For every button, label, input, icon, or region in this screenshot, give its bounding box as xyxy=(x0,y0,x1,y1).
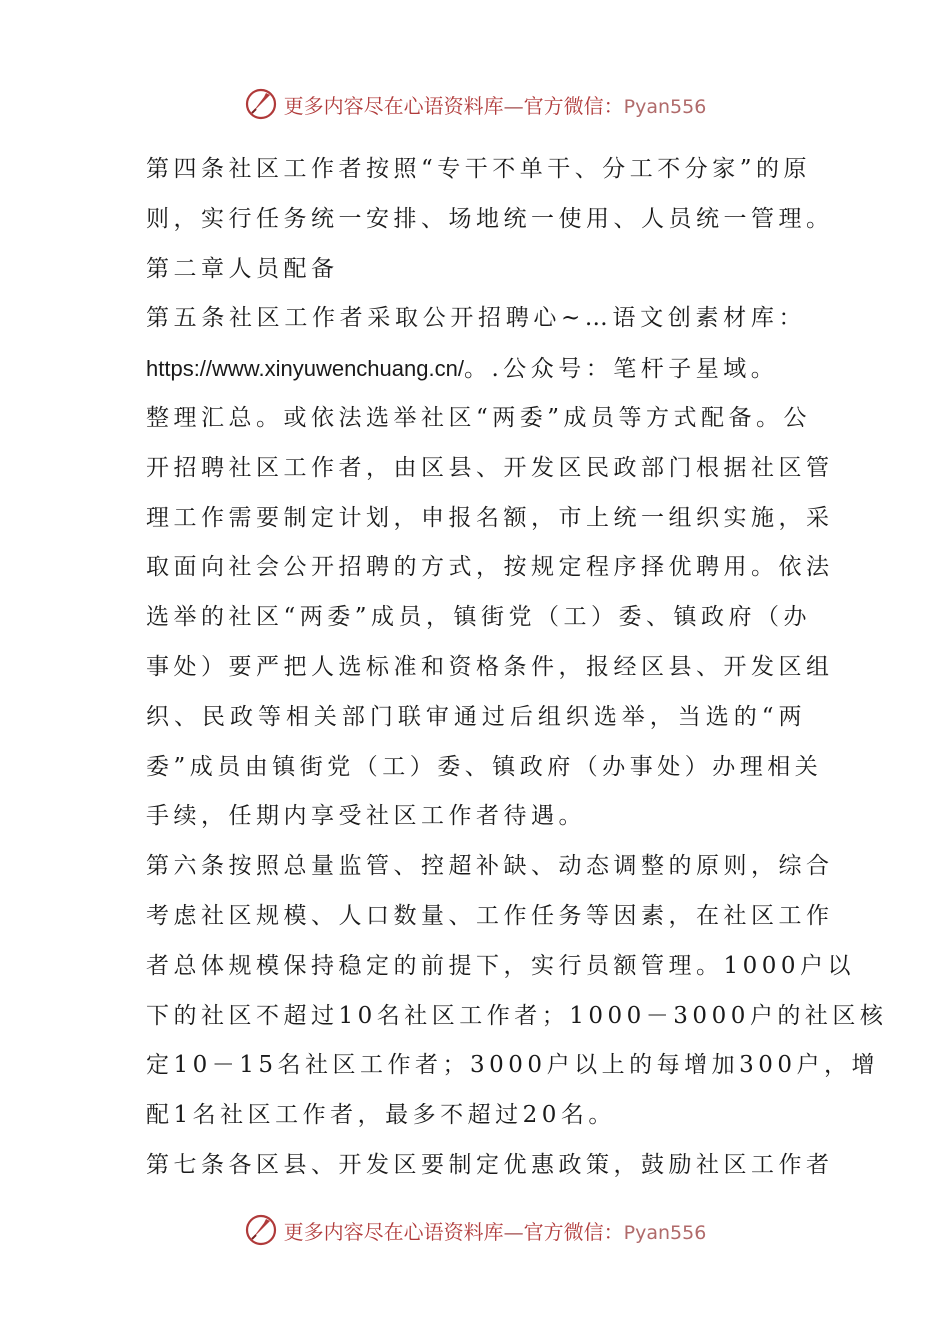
watermark-brand: 更多内容尽在心语资料库 xyxy=(283,93,504,118)
watermark-label: 官方微信： xyxy=(523,93,624,118)
text-line: 第七条各区县、开发区要制定优惠政策，鼓励社区工作者 xyxy=(146,1151,834,1178)
text-line: 委”成员由镇街党（工）委、镇政府（办事处）办理相关 xyxy=(146,753,823,780)
text-line: 考虑社区规模、人口数量、工作任务等因素，在社区工作 xyxy=(146,902,834,929)
text-line: 者总体规模保持稳定的前提下，实行员额管理。1000户以 xyxy=(146,952,856,979)
url-line-rest: 。.公众号：笔杆子星域。 xyxy=(463,356,779,383)
watermark-brand: 更多内容尽在心语资料库 xyxy=(283,1219,504,1244)
watermark-dash: — xyxy=(503,1219,524,1244)
document-body xyxy=(146,145,888,1191)
text-line: 整理汇总。或依法选举社区“两委”成员等方式配备。公 xyxy=(146,404,812,431)
watermark-footer xyxy=(0,1210,950,1250)
text-line: 织、民政等相关部门联审通过后组织选举，当选的“两 xyxy=(146,703,806,730)
watermark-dash: — xyxy=(503,93,524,118)
url-line xyxy=(146,344,806,394)
text-line: 下的社区不超过10名社区工作者；1000－3000户的社区核 xyxy=(146,1002,888,1029)
watermark-text xyxy=(284,1216,707,1245)
text-line: 则，实行任务统一安排、场地统一使用、人员统一管理。 xyxy=(146,205,834,232)
text-line: 第五条社区工作者采取公开招聘心~…语文创素材库： xyxy=(146,305,806,332)
watermark-text xyxy=(284,90,707,119)
text-line: 第四条社区工作者按照“专干不单干、分工不分家”的原 xyxy=(146,156,812,182)
source-url: https://www.xinyuwenchuang.cn/ xyxy=(146,356,464,382)
text-line: 第六条按照总量监管、控超补缺、动态调整的原则，综合 xyxy=(146,853,834,880)
watermark-label: 官方微信： xyxy=(523,1219,624,1244)
watermark-id: Pyan556 xyxy=(623,95,707,118)
watermark-header xyxy=(0,84,950,124)
text-line: 开招聘社区工作者，由区县、开发区民政部门根据社区管 xyxy=(146,454,834,481)
text-line: 事处）要严把人选标准和资格条件，报经区县、开发区组 xyxy=(146,653,834,680)
text-line: 选举的社区“两委”成员，镇街党（工）委、镇政府（办 xyxy=(146,604,812,631)
chapter-heading: 第二章人员配备 xyxy=(146,255,339,282)
quill-logo-icon xyxy=(244,1213,278,1247)
quill-logo-icon xyxy=(244,87,278,121)
text-line: 手续，任期内享受社区工作者待遇。 xyxy=(146,803,586,830)
text-line: 理工作需要制定计划，申报名额，市上统一组织实施，采 xyxy=(146,504,834,531)
text-line: 定10－15名社区工作者；3000户以上的每增加300户，增 xyxy=(146,1052,879,1079)
text-line: 配1名社区工作者，最多不超过20名。 xyxy=(146,1102,616,1129)
watermark-id: Pyan556 xyxy=(623,1221,707,1244)
text-line: 取面向社会公开招聘的方式，按规定程序择优聘用。依法 xyxy=(146,554,834,581)
